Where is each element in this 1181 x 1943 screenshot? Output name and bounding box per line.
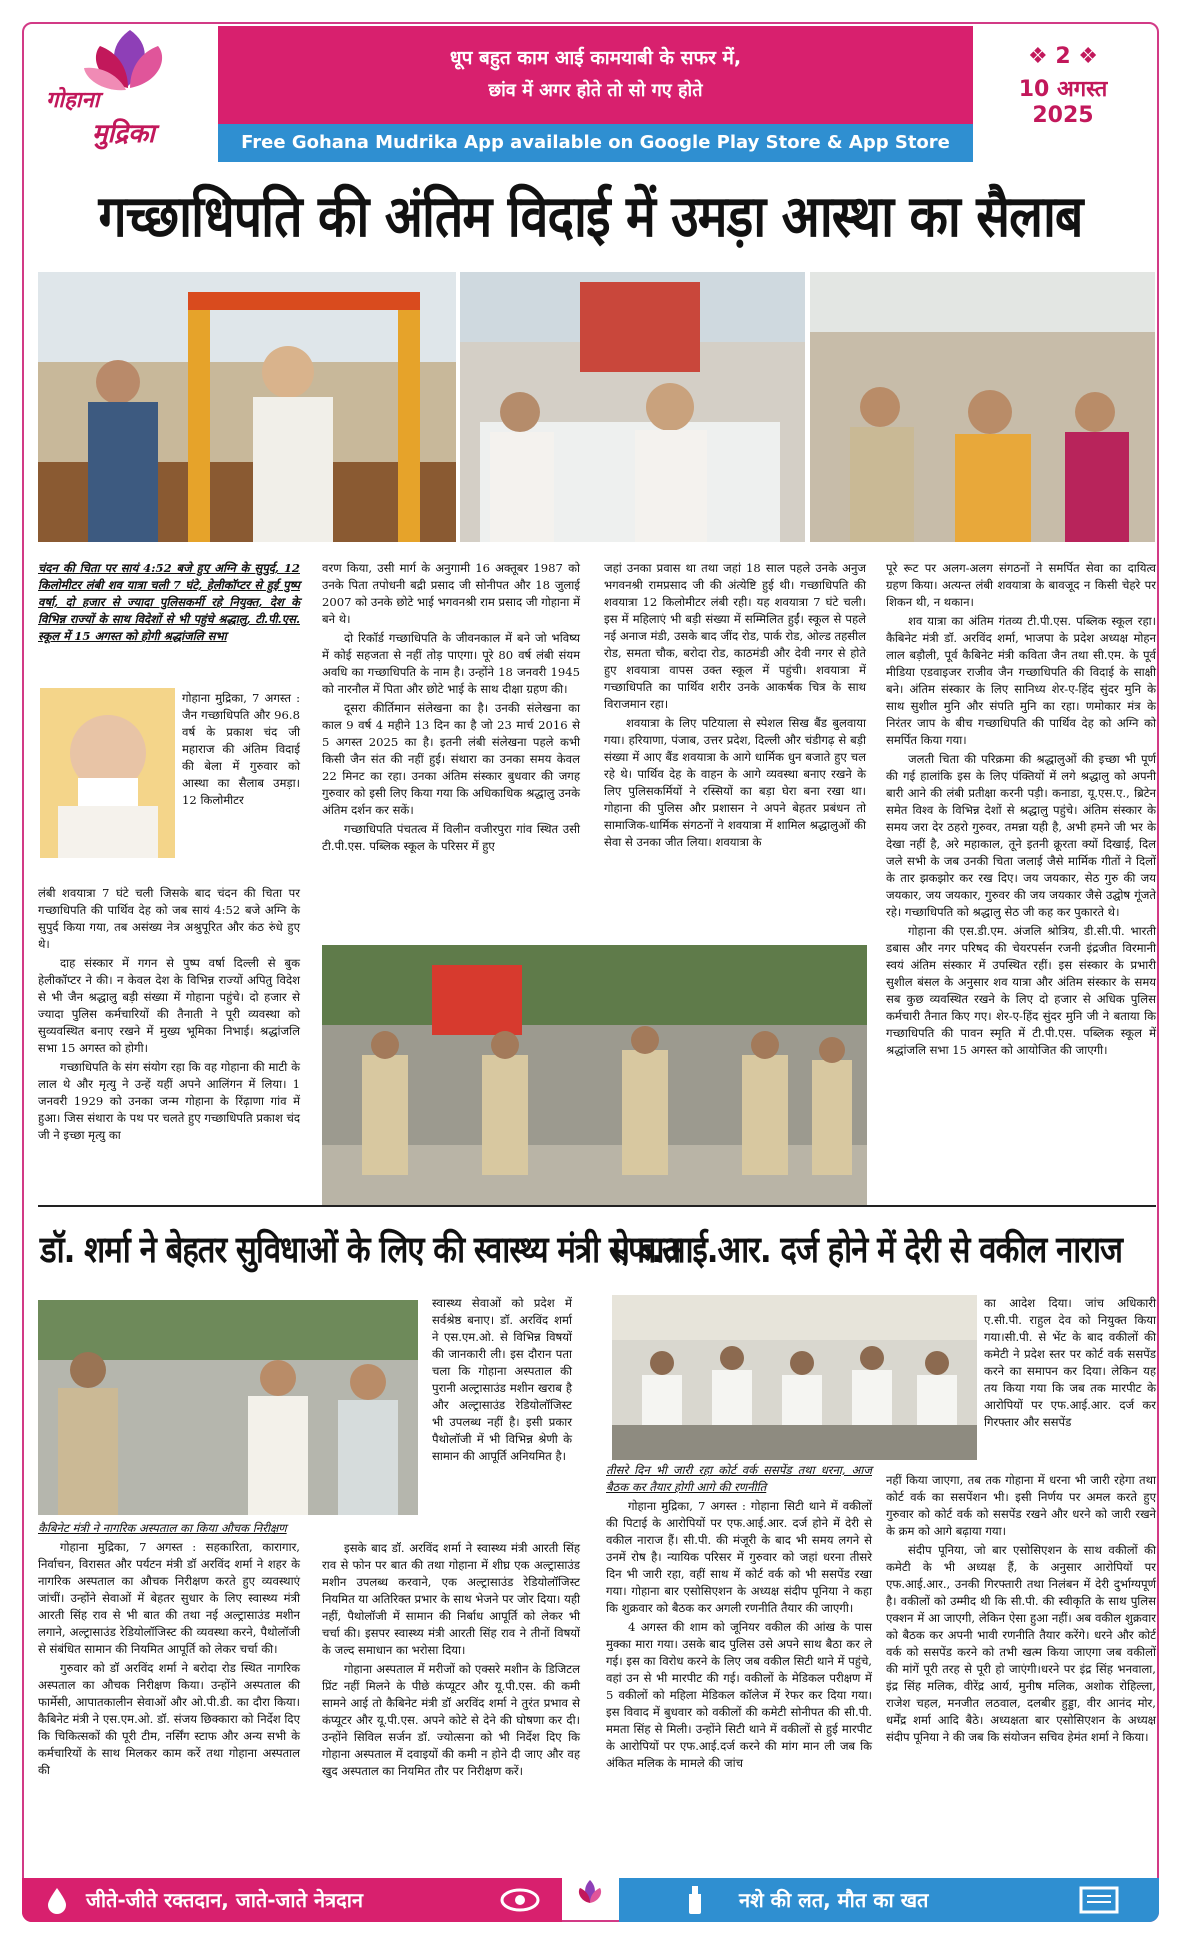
- story1-column-1-body: [38, 885, 300, 1146]
- footer-right-banner: [619, 1878, 1159, 1922]
- footer-logo: [570, 1878, 610, 1922]
- photo-mourners: [460, 272, 805, 542]
- footer-right-slogan: नशे की लत, मौत का खत: [739, 1888, 929, 1912]
- story1-para-4: वरण किया, उसी मार्ग के अनुगामी 16 अक्तूबर 1987 को उनके पिता तपोधनी बद्री प्रसाद जी सोनीपत और 18 जुलाई 2007 को उनके छोटे भाई भगवनश्री राम प्रसाद जी गोहाना में बने थे।: [322, 561, 580, 626]
- photo-gachhadhipati-portrait: [40, 688, 175, 858]
- photo-dignitaries: [810, 272, 1155, 542]
- photo-funeral-pyre: [38, 272, 456, 542]
- story1-para-5: दो रिकॉर्ड गच्छाधिपति के जीवनकाल में बने जो भविष्य में कोई सहजता से नहीं तोड़ पाएगा। पूरे 80 वर्ष लंबी संयम अवधि का गच्छाधिपति के नाम है। उन्होंने 18 जनवरी 1945 को नारनौल में पिता और छोटे भाई के साथ दीक्षा ग्रहण की।: [322, 631, 580, 696]
- story1-para-10: पूरे रूट पर अलग-अलग संगठनों ने समर्पित सेवा का दायित्व ग्रहण किया। अत्यन्त लंबी शवयात्रा के बावजूद न किसी चेहरे पर शिकन थी, न थकान।: [886, 561, 1156, 609]
- story3-headline: एफ.आई.आर. दर्ज होने में देरी से वकील नाराज: [612, 1228, 1123, 1272]
- story1-para-7: गच्छाधिपति पंचतत्व में विलीन वजीरपुरा गांव स्थित उसी टी.पी.एस. पब्लिक स्कूल के परिसर में हुए: [322, 822, 580, 853]
- story2-para-2: गुरुवार को डॉ अरविंद शर्मा ने बरोदा रोड स्थित नागरिक अस्पताल का औचक निरीक्षण किया। उन्होंने अस्पताल की फार्मेसी, आपातकालीन सेवाओं और ओ.पी.डी. का दौरा किया। कैबिनेट मंत्री ने एस.एम.ओ. डॉ. संजय छिक्कारा को निर्देश दिए कि चिकित्सकों की पूरी टीम, नर्सिंग स्टाफ और अन्य सभी के कर्मचारियों के साथ मिलकर काम करें तथा गोहाना अस्पताल की: [38, 1661, 300, 1777]
- story2-column-2: [322, 1540, 580, 1782]
- story1-para-2: दाह संस्कार में गगन से पुष्प वर्षा दिल्ली से बुक हेलीकॉप्टर ने की। न केवल देश के विभिन्न राज्यों अपितु विदेश से भी जैन श्रद्धालु बड़ी संख्या में गोहाना पहुंचे। दो हजार से ज्यादा पुलिस कर्मचारियों की तैनाती ने पूरी व्यवस्था को सुव्यवस्थित बनाए रखने में मुख्य भूमिका निभाई। श्रद्धांजलि सभा 15 अगस्त को होगी।: [38, 956, 300, 1055]
- app-promo[interactable]: Free Gohana Mudrika App available on Google Play Store & App Store: [218, 124, 973, 162]
- story3-para-2: 4 अगस्त की शाम को जूनियर वकील की आंख के पास मुक्का मारा गया। उसके बाद पुलिस उसे अपने साथ बैठा कर ले गई। इस का विरोध करने के लिए जब वकील सिटी थाने में पहुंचे, वहां उन से भी मारपीट की गई। वकीलों के मेडिकल परीक्षण में 5 वकीलों को महिला मेडिकल कॉलेज में रेफर कर दिया गया। इस विवाद में बुधवार को वकीलों की कमेटी सोनीपत की सी.पी. ममता सिंह से मिली। उन्होंने सिटी थाने में वकीलों से हुई मारपीट के आरोपियों पर एफ.आई.दर्ज करने की मांग मान ली जब कि अंकित मलिक के मामले की जांच: [606, 1620, 872, 1770]
- story1-column-3: [604, 560, 866, 853]
- footer-left-banner: [22, 1878, 562, 1922]
- photo-minister-hospital: [38, 1300, 418, 1515]
- gohana-mudrika-logo: [38, 26, 213, 162]
- story1-column-1: [38, 560, 300, 647]
- date-block: [983, 26, 1143, 162]
- story2-column-1: [38, 1520, 300, 1781]
- main-headline: गच्छाधिपति की अंतिम विदाई में उमड़ा आस्था का सैलाब: [98, 182, 1083, 250]
- story2-caption: कैबिनेट मंत्री ने नागरिक अस्पताल का किया औचक निरीक्षण: [38, 1521, 287, 1535]
- story1-column-2: [322, 560, 580, 857]
- blood-drop-icon: [46, 1886, 68, 1914]
- footer-left-slogan: जीते-जीते रक्तदान, जाते-जाते नेत्रदान: [86, 1888, 364, 1912]
- story3-para-4: संदीप पूनिया, जो बार एसोसिएशन के साथ वकीलों की कमेटी के भी अध्यक्ष हैं, के अनुसार आरोपियों पर एफ.आई.आर., उनकी गिरफ्तारी तथा निलंबन में देरी दुर्भाग्यपूर्ण है। वकीलों को उम्मीद थी कि सी.पी. की स्वीकृति के साथ पुलिस एक्शन में आ जाएगी, लेकिन ऐसा हुआ नहीं। अब वकील शुक्रवार को बैठक कर अपनी भावी रणनीति तैयार करेंगे। धरने और कोर्ट वर्क को ससपेंड करने को तभी खत्म किया जाएगा जब वकीलों की मांगें पूरी तरह से पूरी हो जाएंगी।धरने पर इंद्र सिंह भनवाला, इंद्र सिंह मलिक, वीरेंद्र आर्य, मुनीष मलिक, अशोक रोहिल्ला, राजेश चहल, मनजीत लठवाल, दलबीर हुड्डा, वीर आनंद मोर, धर्मेंद्र शर्मा आदि बैठे। अध्यक्षता बार एसोसिएशन के अध्यक्ष संदीप पूनिया ने की जब कि संयोजन सचिव हेमंत शर्मा ने किया।: [886, 1543, 1156, 1744]
- quote-banner: [218, 26, 973, 162]
- story1-caption: चंदन की चिता पर सायं 4:52 बजे हुए अग्नि के सुपुर्द, 12 किलोमीटर लंबी शव यात्रा चली 7 घंटे, हेलीकॉप्टर से हुई पुष्प वर्षा, दो हजार से ज्यादा पुलिसकर्मी रहे नियुक्त, देश के विभिन्न राज्यों के साथ विदेशों से भी पहुंचे श्रद्धालु, टी.पी.एस. स्कूल में 15 अगस्त को होगी श्रद्धांजलि सभा: [38, 561, 300, 643]
- story3-side-column: [984, 1295, 1156, 1433]
- story1-column-4: [886, 560, 1156, 1061]
- brand-line-2: मुद्रिका: [92, 119, 155, 149]
- story3-side-text: का आदेश दिया। जांच अधिकारी ए.सी.पी. राहुल देव को नियुक्त किया गया।सी.पी. से भेंट के बाद वकीलों की कमेटी ने प्रदेश स्तर पर कोर्ट वर्क ससपेंड करने का समापन कर दिया। लेकिन यह तय किया गया कि जब तक मारपीट के आरोपियों पर एफ.आई.आर. दर्ज कर गिरफ्तार और ससपेंड: [984, 1296, 1156, 1429]
- masthead: [38, 26, 1143, 162]
- story1-intro: गोहाना मुद्रिका, 7 अगस्त : जैन गच्छाधिपति और 96.8 वर्ष के प्रकाश चंद जी महाराज की अंतिम विदाई की बेला में गुरुवार को आस्था का सैलाब उमड़ा। 12 किलोमीटर: [182, 691, 300, 807]
- story3-column-2: [886, 1472, 1156, 1748]
- story2-headline: डॉ. शर्मा ने बेहतर सुविधाओं के लिए की स्वास्थ्य मंत्री से बात: [40, 1228, 681, 1272]
- issue-year: 2025: [1032, 103, 1094, 128]
- story2-side-column: [432, 1295, 572, 1467]
- quote-line-2: छांव में अगर होते तो सो गए होते: [488, 80, 703, 101]
- story1-para-9: शवयात्रा के लिए पटियाला से स्पेशल सिख बैंड बुलवाया गया। हरियाणा, पंजाब, उत्तर प्रदेश, दिल्ली और चंडीगढ़ से बड़ी संख्या में आए बैंड शवयात्रा के आगे धार्मिक धुन बजाते हुए चल रहे थे। पार्थिव देह के वाहन के आगे व्यवस्था बनाए रखने के लिए पुलिसकर्मियों ने रस्सियों का बड़ा घेरा बना रखा था। गोहाना की पुलिस और प्रशासन ने अपने बेहतर प्रबंधन तो सामाजिक-धार्मिक संगठनों ने शवयात्रा में शामिल श्रद्धालुओं की सेवा से उनका जीत लिया। शवयात्रा के: [604, 716, 866, 849]
- story3-caption: तीसरे दिन भी जारी रहा कोर्ट वर्क ससपेंड तथा धरना, आज बैठक कर तैयार होगी आगे की रणनीति: [606, 1463, 872, 1494]
- story3-para-3: नहीं किया जाएगा, तब तक गोहाना में धरना भी जारी रहेगा तथा कोर्ट वर्क का ससपेंशन भी। इसी निर्णय पर अमल करते हुए गुरुवार को कोर्ट वर्क को ससपेंड रखने और धरने को जारी रखने के क्रम को आगे बढ़ाया गया।: [886, 1473, 1156, 1538]
- section-divider: [38, 1205, 1156, 1207]
- story2-para-4: गोहाना अस्पताल में मरीजों को एक्सरे मशीन के डिजिटल प्रिंट नहीं मिलने के पीछे कंप्यूटर और यू.पी.एस. की कमी सामने आई तो कैबिनेट मंत्री डॉ अरविंद शर्मा ने तुरंत प्रभाव से कंप्यूटर और यू.पी.एस. अपने कोटे से देने की घोषणा कर दी। उन्होंने सिविल सर्जन डॉ. ज्योत्सना को भी निर्देश दिए कि गोहाना अस्पताल में दवाइयों की कमी न होने दी जाए और वह खुद अस्पताल का नियमित तौर पर निरीक्षण करें।: [322, 1662, 580, 1778]
- envelope-icon: [1079, 1886, 1119, 1914]
- photo-procession-police: [322, 945, 867, 1205]
- bottle-icon: [683, 1884, 707, 1916]
- brand-line-1: गोहाना: [46, 88, 100, 113]
- story3-column-1: [606, 1462, 872, 1774]
- story1-para-6: दूसरा कीर्तिमान संलेखना का है। उनकी संलेखना का काल 9 वर्ष 4 महीने 13 दिन का है जो 23 मार्च 2016 से 5 अगस्त 2025 का है। इतनी लंबी संलेखना पहले कभी किसी जैन संत की नहीं हुई। संथारा का उनका समय केवल 22 मिनट का रहा। उनका अंतिम संस्कार बुधवार की जगह गुरुवार को इसी लिए किया गया कि अधिकाधिक श्रद्धालु उनके अंतिम दर्शन कर सकें।: [322, 701, 580, 817]
- story1-para-11: शव यात्रा का अंतिम गंतव्य टी.पी.एस. पब्लिक स्कूल रहा। कैबिनेट मंत्री डॉ. अरविंद शर्मा, भाजपा के प्रदेश अध्यक्ष मोहन लाल बड़ौली, पूर्व कैबिनेट मंत्री कविता जैन तथा सी.एम. के पूर्व मीडिया एडवाइजर राजीव जैन गच्छाधिपति की विदाई के साक्षी बने। अंतिम संस्कार के लिए सानिध्य शेर-ए-हिंद सुंदर मुनि के साथ सुशील मुनि और संपति मुनि का रहा। णमोकार मंत्र के निरंतर जाप के बीच गच्छाधिपति की पार्थिव देह को अग्नि को समर्पित किया गया।: [886, 614, 1156, 747]
- quote-line-1: धूप बहुत काम आई कामयाबी के सफर में,: [449, 47, 742, 69]
- story2-para-3: इसके बाद डॉ. अरविंद शर्मा ने स्वास्थ्य मंत्री आरती सिंह राव से फोन पर बात की तथा गोहाना में शीघ्र एक अल्ट्रासाउंड मशीन उपलब्ध करवाने, एक अल्ट्रासाउंड रेडियोलॉजिस्ट नियमित या अतिरिक्त प्रभार के साथ भेजने पर जोर दिया। यही नहीं, पैथोलॉजी में सामान की निर्बाध आपूर्ति को लेकर भी चर्चा की। इसपर स्वास्थ्य मंत्री आरती सिंह राव ने तीनों विषयों के जल्द समाधान का भरोसा दिया।: [322, 1541, 580, 1657]
- issue-date: 10 अगस्त: [1018, 77, 1108, 102]
- lotus-small-icon: [570, 1878, 610, 1922]
- story1-para-1: लंबी शवयात्रा 7 घंटे चली जिसके बाद चंदन की चिता पर गच्छाधिपति की पार्थिव देह को जब सायं 4:52 बजे अग्नि के सुपुर्द किया गया, तब असंख्य नेत्र अश्रुपूरित और कंठ रुंधे हुए थे।: [38, 886, 300, 951]
- photo-lawyers-protest: [612, 1295, 977, 1460]
- footer-bar: [22, 1878, 1159, 1922]
- story1-dateline: [182, 690, 300, 811]
- story2-para-1: गोहाना मुद्रिका, 7 अगस्त : सहकारिता, कारागार, निर्वाचन, विरासत और पर्यटन मंत्री डॉ अरविंद शर्मा ने शहर के नागरिक अस्पताल का औचक निरीक्षण करते हुए व्यवस्थाएं जांचीं। उन्होंने सेवाओं में बेहतर सुधार के लिए स्वास्थ्य मंत्री आरती सिंह राव से भी बात की तथा नई अल्ट्रासाउंड मशीन लगाने, अल्ट्रासाउंड रेडियोलॉजिस्ट की व्यवस्था करने, पैथोलॉजी से संबंधित सामान की नियमित आपूर्ति को लेकर चर्चा की।: [38, 1540, 300, 1656]
- story2-side-text: स्वास्थ्य सेवाओं को प्रदेश में सर्वश्रेष्ठ बनाए। डॉ. अरविंद शर्मा ने एस.एम.ओ. से विभिन्न विषयों की जानकारी ली। इस दौरान पता चला कि गोहाना अस्पताल की पुरानी अल्ट्रासाउंड मशीन खराब है और अल्ट्रासाउंड रेडियोलॉजिस्ट भी उपलब्ध नहीं है। इसी प्रकार पैथोलॉजी में भी विभिन्न श्रेणी के सामान की आपूर्ति अनियमित है।: [432, 1296, 572, 1463]
- page-number: ❖ 2 ❖: [1027, 44, 1099, 69]
- story1-para-3: गच्छाधिपति के संग संयोग रहा कि वह गोहाना की माटी के लाल थे और मृत्यु ने उन्हें यहीं अपने आलिंगन में लिया। 1 जनवरी 1929 को उनका जन्म गोहाना के रिंढ़ाणा गांव में हुआ। जिस संथारा के पथ पर चलते हुए गच्छाधिपति प्रकाश चंद जी ने इच्छा मृत्यु का: [38, 1060, 300, 1142]
- story1-para-8: जहां उनका प्रवास था तथा जहां 18 साल पहले उनके अनुज भगवनश्री रामप्रसाद जी की अंत्येष्टि हुई थी। गच्छाधिपति की शवयात्रा 12 किलोमीटर लंबी रही। यह शवयात्रा 7 घंटे चली। इस में महिलाएं भी बड़ी संख्या में सम्मिलित हुईं। स्कूल से पहले नई अनाज मंडी, उसके बाद जींद रोड, पार्क रोड, ओल्ड तहसील रोड, समता चौक, बरोदा रोड, काठमंडी और देवी नगर से होते हुए शवयात्रा वापस उक्त स्कूल में पहुंची। शवयात्रा में गच्छाधिपति का पार्थिव शरीर उनके आकर्षक चित्र के साथ विराजमान रहा।: [604, 561, 866, 711]
- eye-icon: [500, 1888, 540, 1912]
- story1-para-13: गोहाना की एस.डी.एम. अंजलि श्रोत्रिय, डी.सी.पी. भारती डबास और नगर परिषद की चेयरपर्सन रजनी इंद्रजीत विरमानी स्वयं अंतिम संस्कार में उपस्थित रहीं। इस संस्कार के प्रभारी सुशील बंसल के अनुसार शव यात्रा और अंतिम संस्कार के समय सब कुछ व्यवस्थित रखने के लिए दो हजार से अधिक पुलिस कर्मचारी तैनात किए गए। शेर-ए-हिंद सुंदर मुनि जी ने बताया कि गच्छाधिपति की पावन स्मृति में टी.पी.एस. पब्लिक स्कूल में श्रद्धांजलि सभा 15 अगस्त को आयोजित की जाएगी।: [886, 924, 1156, 1057]
- story3-para-1: गोहाना मुद्रिका, 7 अगस्त : गोहाना सिटी थाने में वकीलों की पिटाई के आरोपियों पर एफ.आई.आर. दर्ज होने में देरी से वकील नाराज हैं। सी.पी. की मंजूरी के बाद भी समय लगने से उनमें रोष है। न्यायिक परिसर में गुरुवार को जहां धरना तीसरे दिन भी जारी रहा, वहीं साथ में कोर्ट वर्क को भी ससपेंड रखा गया। गोहाना बार एसोसिएशन के अध्यक्ष संदीप पूनिया ने कहा कि शुक्रवार को बैठक कर अगली रणनीति तैयार की जाएगी।: [606, 1499, 872, 1615]
- story1-para-12: जलती चिता की परिक्रमा की श्रद्धालुओं की इच्छा भी पूर्ण की गई हालांकि इस के लिए पंक्तियों में लगे श्रद्धालु को अपनी बारी आने की लंबी प्रतीक्षा करनी पड़ी। कनाडा, यू.एस.ए., ब्रिटेन समेत विश्व के विभिन्न देशों से श्रद्धालु पहुंचे। अंतिम संस्कार के समय जरा देर ठहरो गुरुवर, तमन्ना यही है, अभी हमने जी भर के देखा नहीं है, अरे महाकाल, तूने इतनी क्रूरता क्यों दिखाई, दिल जले सभी के जब उनकी चिता जलाई जैसे मार्मिक गीतों ने दिलों के तार झकझोर कर रख दिए। जय जयकार, सेठ गुरु की जय जयकार, जय जयकार, गुरुवर की जय जयकार जैसे उद्घोष गूंजते रहे। गच्छाधिपति को श्रद्धालु सेठ जी कह कर पुकारते थे।: [886, 752, 1156, 919]
